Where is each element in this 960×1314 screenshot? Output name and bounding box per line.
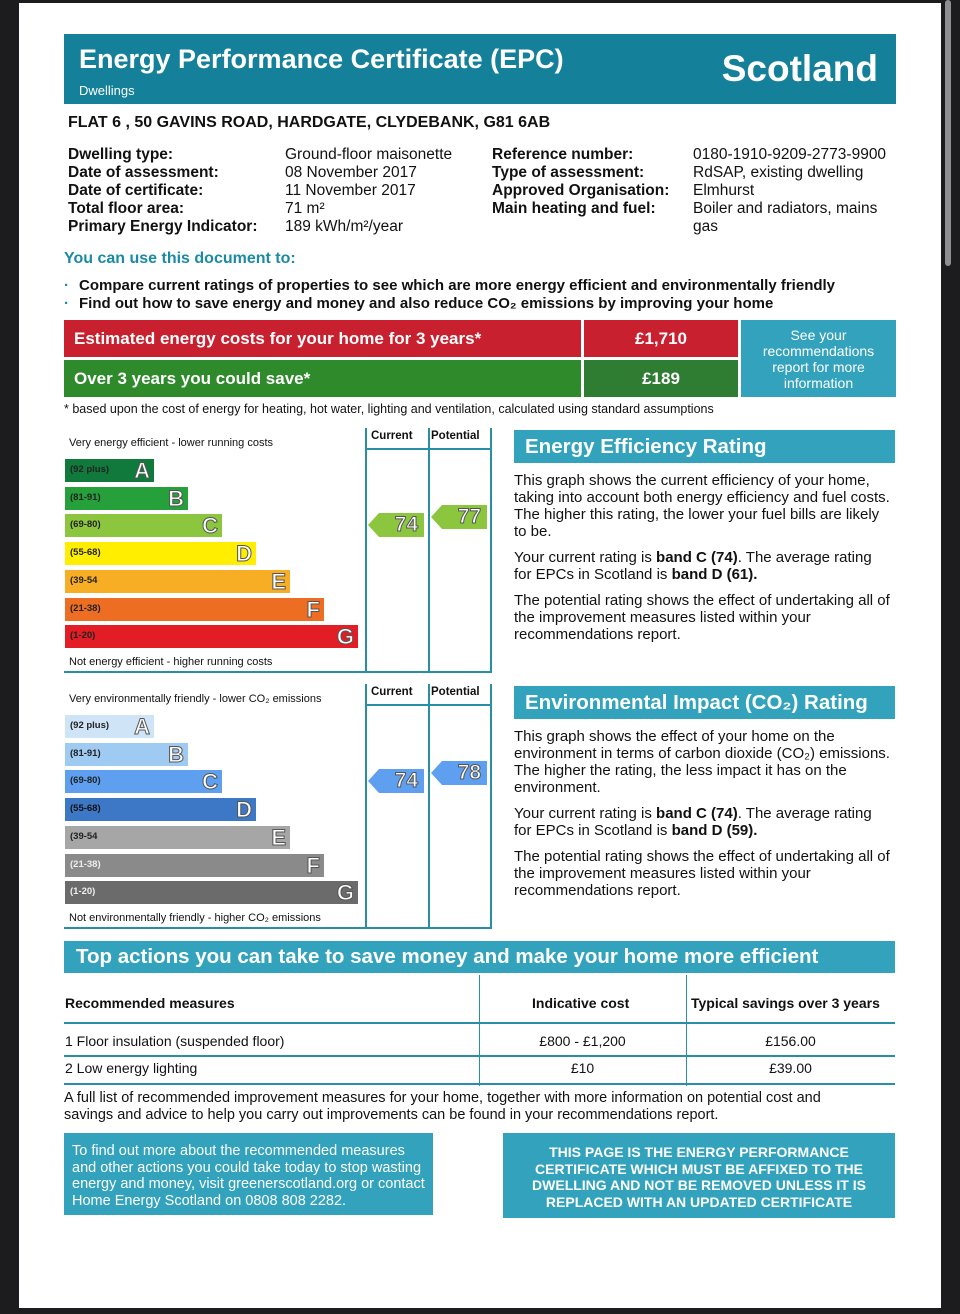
panel-paragraph: The potential rating shows the effect of undertaking all of the improvement measures listed within your recommendations report. [514, 592, 890, 643]
row-divider [64, 1083, 895, 1085]
rating-band-g [65, 625, 358, 648]
list-item [64, 277, 835, 295]
average-band: band D (61). [671, 566, 758, 583]
environmental-impact-panel [514, 686, 895, 899]
band-range: (81-91) [70, 747, 101, 759]
band-range: (69-80) [70, 775, 101, 787]
current-band: band C (74) [656, 805, 738, 822]
potential-column-header: Potential [431, 430, 480, 442]
table-row [64, 1055, 895, 1081]
band-range: (92 plus) [70, 720, 110, 731]
certificate-subtitle: Dwellings [79, 83, 135, 98]
details-left-values [285, 146, 452, 236]
rating-band-a [65, 459, 154, 482]
use-document-list [64, 277, 835, 313]
header-divider [365, 704, 492, 706]
environmental-impact-chart [64, 684, 492, 924]
header-divider [365, 448, 492, 450]
band-letter: F [306, 852, 320, 878]
band-letter: G [336, 880, 354, 906]
chart-top-caption: Very energy efficient - lower running costs [69, 437, 274, 449]
potential-savings-value: £189 [584, 360, 738, 397]
bullet-icon: · [64, 277, 69, 294]
rating-value: 74 [394, 769, 418, 793]
band-range: (92 plus) [70, 464, 110, 475]
band-letter: B [168, 485, 184, 511]
band-letter: E [271, 824, 286, 850]
band-range: (1-20) [70, 886, 96, 898]
rating-band-e [65, 826, 290, 849]
top-actions-heading: Top actions you can take to save money and make your home more efficient [64, 941, 895, 973]
typical-savings: £156.00 [765, 1033, 816, 1049]
band-letter: A [134, 714, 150, 739]
band-letter: G [336, 624, 354, 650]
chart-top-caption: Very environmentally friendly - lower CO₂ emissions [69, 693, 322, 705]
detail-label: Type of assessment: [492, 164, 645, 181]
band-letter: C [202, 513, 218, 539]
list-item-text: Compare current ratings of properties to see which are more energy efficient and environmentally friendly [79, 277, 836, 294]
typical-savings: £39.00 [769, 1060, 812, 1076]
detail-label: Dwelling type: [68, 146, 174, 163]
rating-band-c [65, 514, 222, 537]
rating-band-e [65, 570, 290, 593]
recommendations-note: See your recommendations report for more information [741, 320, 896, 397]
chart-bottom-caption: Not environmentally friendly - higher CO₂ emissions [69, 912, 321, 924]
detail-label: Total floor area: [68, 200, 184, 217]
rating-value: 74 [394, 513, 418, 537]
detail-label: Date of certificate: [68, 182, 204, 199]
text: . The average rating for EPCs in Scotland is [514, 805, 872, 839]
band-range: (55-68) [70, 803, 101, 815]
text: . The average rating for EPCs in Scotland is [514, 549, 872, 583]
column-divider [428, 428, 430, 671]
current-rating-arrow [368, 769, 424, 793]
rating-band-b [65, 487, 188, 510]
current-column-header: Current [371, 686, 413, 698]
band-range: (39-54 [70, 830, 98, 842]
details-right-values [693, 146, 886, 236]
column-divider [365, 428, 367, 671]
detail-value: 08 November 2017 [285, 164, 417, 181]
panel-paragraph [514, 805, 895, 839]
epc-header [64, 34, 896, 104]
panel-paragraph: This graph shows the effect of your home on the environment in terms of carbon dioxide (CO₂) emissions. The higher the rating, the less impact it has on the environment. [514, 728, 890, 796]
measure-name: 1 Floor insulation (suspended floor) [65, 1033, 285, 1049]
potential-column-header: Potential [431, 686, 480, 698]
more-info-box: To find out more about the recommended measures and other actions you could take today to stop wasting energy and money, visit greenerscotland.org or contact Home Energy Scotland on 0808 808 2282. [64, 1133, 433, 1215]
band-letter: C [202, 769, 218, 795]
estimated-costs-value: £1,710 [584, 320, 738, 357]
current-band: band C (74) [656, 549, 738, 566]
rating-band-f [65, 854, 324, 877]
rating-band-d [65, 798, 256, 821]
list-item [64, 295, 835, 313]
list-item-text: Find out how to save energy and money and also reduce CO₂ emissions by improving your home [79, 295, 774, 312]
details-left-labels [68, 146, 258, 236]
detail-value: RdSAP, existing dwelling [693, 164, 864, 181]
costs-footnote: * based upon the cost of energy for heating, hot water, lighting and ventilation, calculated using standard assumptions [64, 402, 714, 416]
use-document-heading: You can use this document to: [64, 250, 296, 267]
band-range: (1-20) [70, 630, 96, 642]
potential-rating-arrow [431, 505, 487, 529]
band-range: (39-54 [70, 574, 98, 586]
details-right-labels [492, 146, 669, 218]
band-letter: F [306, 596, 320, 622]
detail-value: 71 m² [285, 200, 325, 217]
scrollbar[interactable] [943, 0, 953, 270]
band-range: (69-80) [70, 519, 101, 531]
measure-name: 2 Low energy lighting [65, 1060, 198, 1076]
detail-label: Main heating and fuel: [492, 200, 656, 217]
estimated-costs-label: Estimated energy costs for your home for 3 years* [64, 320, 581, 357]
chart-baseline [64, 927, 492, 929]
band-range: (55-68) [70, 547, 101, 559]
indicative-cost: £10 [570, 1060, 595, 1076]
column-divider [428, 684, 430, 927]
indicative-cost: £800 - £1,200 [539, 1033, 626, 1049]
column-divider [490, 428, 492, 671]
rating-band-g [65, 881, 358, 904]
rating-value: 78 [457, 761, 481, 785]
rating-band-c [65, 770, 222, 793]
detail-value: Boiler and radiators, mains [693, 200, 878, 217]
potential-rating-arrow [431, 761, 487, 785]
scrollbar-thumb[interactable] [945, 0, 951, 266]
full-list-note: A full list of recommended improvement measures for your home, together with more information on potential cost and savings and advice to help you carry out improvements can be found in your recommendations report. [64, 1090, 821, 1123]
detail-value: Elmhurst [693, 182, 755, 199]
average-band: band D (59). [671, 822, 758, 839]
certificate-title: Energy Performance Certificate (EPC) [79, 44, 564, 74]
band-range: (21-38) [70, 602, 101, 614]
text: Your current rating is [514, 549, 657, 566]
chart-bottom-caption: Not energy efficient - higher running costs [69, 656, 273, 668]
property-address: FLAT 6 , 50 GAVINS ROAD, HARDGATE, CLYDEBANK, G81 6AB [68, 114, 551, 131]
rating-value: 77 [457, 505, 481, 529]
rating-band-d [65, 542, 256, 565]
rating-band-f [65, 598, 324, 621]
band-letter: E [271, 568, 286, 594]
current-column-header: Current [371, 430, 413, 442]
panel-heading: Energy Efficiency Rating [514, 430, 895, 463]
detail-label: Approved Organisation: [492, 182, 670, 199]
rating-band-b [65, 743, 188, 766]
certificate-notice-box: THIS PAGE IS THE ENERGY PERFORMANCE CERTIFICATE WHICH MUST BE AFFIXED TO THE DWELLING AND NOT BE REMOVED UNLESS IT IS REPLACED WITH AN UPDATED CERTIFICATE [503, 1133, 895, 1218]
bullet-icon: · [64, 295, 69, 312]
rating-band-a [65, 715, 154, 738]
band-range: (21-38) [70, 858, 101, 870]
detail-value: 11 November 2017 [285, 182, 416, 199]
header-savings: Typical savings over 3 years [691, 995, 880, 1011]
country-label: Scotland [721, 48, 878, 89]
current-rating-arrow [368, 513, 424, 537]
band-letter: B [168, 741, 184, 767]
detail-value: gas [693, 218, 718, 235]
detail-label: Date of assessment: [68, 164, 219, 181]
panel-paragraph: This graph shows the current efficiency of your home, taking into account both energy efficiency and fuel costs. The higher this rating, the lower your fuel bills are likely to be. [514, 472, 890, 540]
panel-heading: Environmental Impact (CO₂) Rating [514, 686, 895, 719]
band-letter: D [236, 541, 252, 567]
header-measures: Recommended measures [65, 995, 235, 1011]
potential-savings-label: Over 3 years you could save* [64, 360, 581, 397]
header-cost: Indicative cost [532, 995, 630, 1011]
row-divider [64, 1022, 895, 1024]
column-divider [490, 684, 492, 927]
detail-label: Primary Energy Indicator: [68, 218, 258, 235]
detail-value: 0180-1910-9209-2773-9900 [693, 146, 887, 163]
detail-value: Ground-floor maisonette [285, 146, 453, 163]
column-divider [365, 684, 367, 927]
band-letter: D [236, 797, 252, 823]
panel-paragraph: The potential rating shows the effect of undertaking all of the improvement measures listed within your recommendations report. [514, 848, 890, 899]
panel-paragraph [514, 549, 895, 583]
chart-baseline [64, 671, 492, 673]
band-letter: A [134, 458, 150, 483]
detail-label: Reference number: [492, 146, 634, 163]
text: Your current rating is [514, 805, 657, 822]
table-row [64, 1028, 895, 1054]
band-range: (81-91) [70, 491, 101, 503]
detail-value: 189 kWh/m²/year [285, 218, 404, 235]
energy-efficiency-chart [64, 428, 492, 668]
energy-efficiency-panel [514, 430, 895, 643]
